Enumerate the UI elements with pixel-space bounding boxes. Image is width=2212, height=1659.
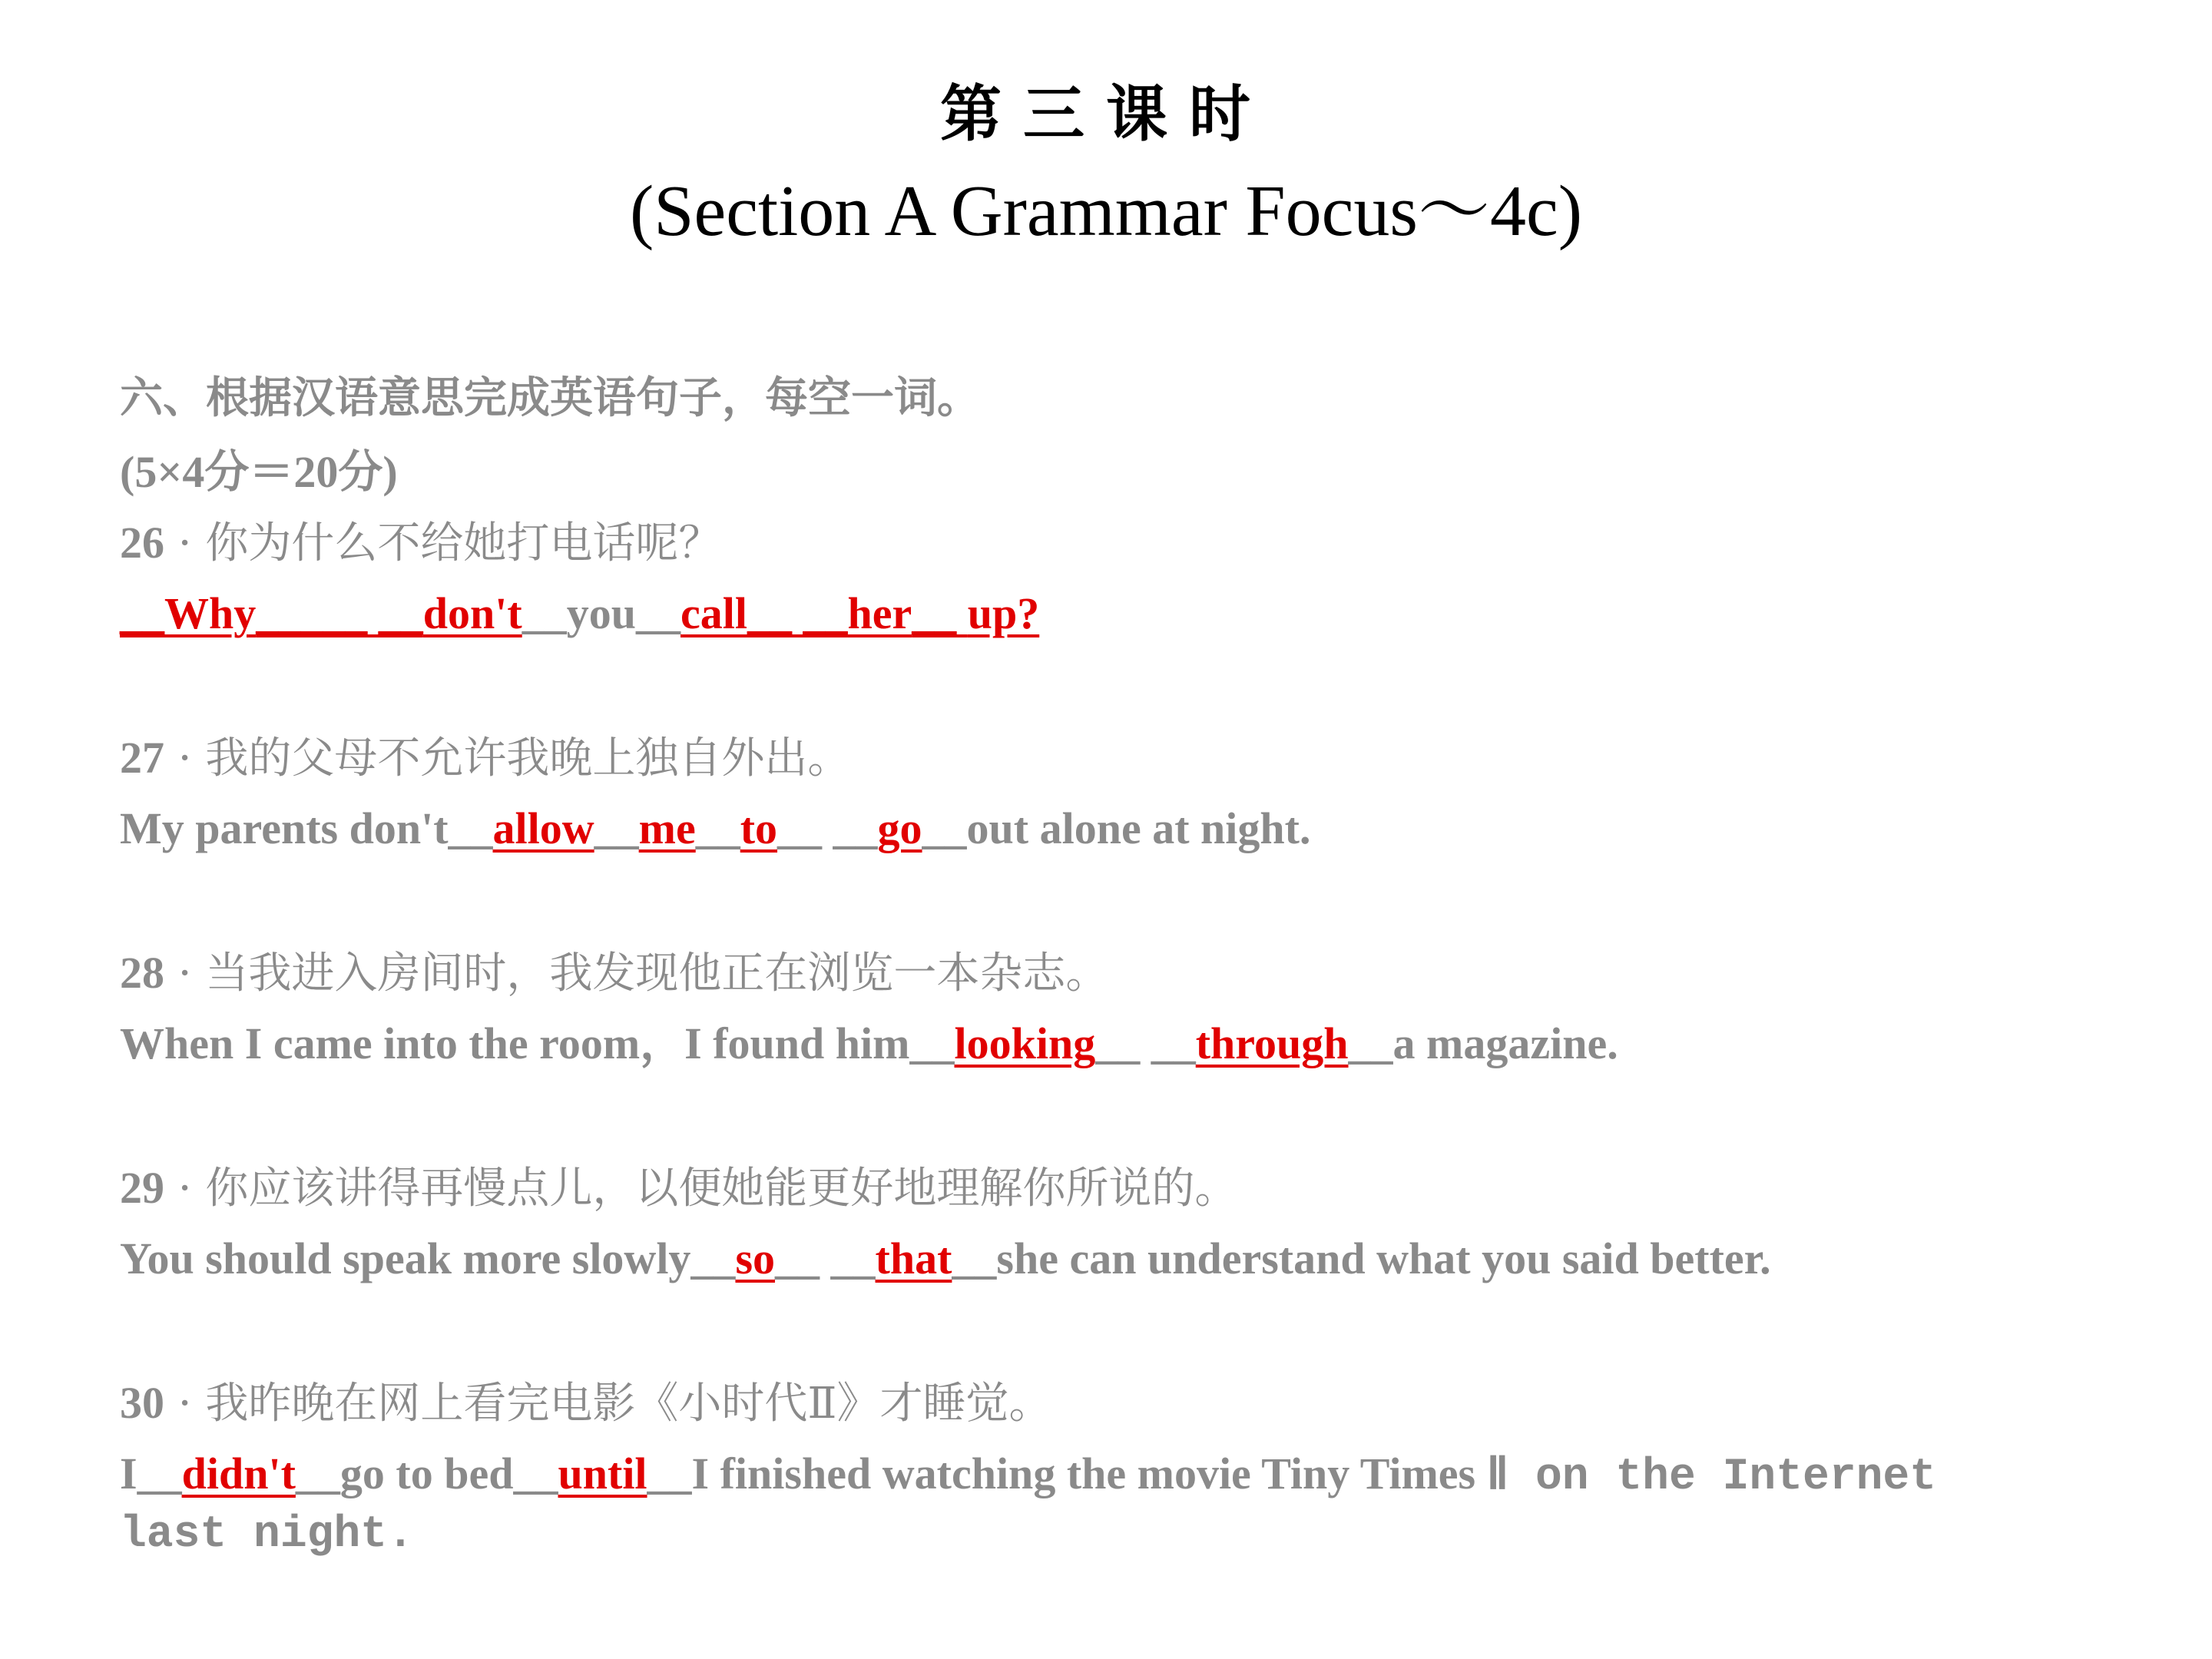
answer-word: didn't (181, 1449, 296, 1498)
score-note: (5×4分＝20分) (120, 447, 398, 497)
sentence-text-tail: Ⅱ on the Internet (1486, 1452, 1937, 1502)
question-26-prompt: 26 · 你为什么不给她打电话呢？ (120, 518, 722, 568)
question-27-prompt: 27 · 我的父母不允许我晚上独自外出。 (120, 733, 851, 783)
blank: __ (695, 803, 740, 853)
answer-word: me (638, 803, 696, 853)
chinese-sentence: 我的父母不允许我晚上独自外出。 (205, 733, 851, 783)
answer-word: to (740, 803, 778, 853)
question-number: 30 (120, 1378, 164, 1428)
question-number: 29 (120, 1163, 164, 1213)
sentence-text: __out alone at night. (922, 803, 1311, 853)
chinese-sentence: 你应该讲得再慢点儿，以便她能更好地理解你所说的。 (205, 1164, 1238, 1214)
question-29-answer (120, 1233, 1771, 1283)
answer-blank: __ __ (747, 588, 848, 638)
answer-word: up? (967, 588, 1040, 638)
question-28-prompt: 28 · 当我进入房间时，我发现他正在浏览一本杂志。 (120, 948, 1109, 998)
answer-word: don't (422, 588, 522, 638)
answer-word: Why (164, 588, 257, 638)
answer-word: through (1195, 1018, 1349, 1068)
answer-word: so (735, 1233, 776, 1283)
sentence-text: __I finished watching the movie Tiny Times (647, 1449, 1487, 1498)
answer-word: looking (954, 1018, 1096, 1068)
answer-blank: _____ __ (256, 588, 423, 638)
section-instruction: 六、根据汉语意思完成英语句子，每空一词。 (120, 373, 980, 423)
answer-word: until (558, 1449, 647, 1498)
question-26-answer (120, 588, 1040, 638)
lesson-title: 第三课时 (940, 78, 1272, 150)
question-number: 27 (120, 733, 164, 783)
question-30-answer (120, 1449, 1937, 1502)
answer-word: call (680, 588, 747, 638)
answer-blank: __ (120, 588, 164, 638)
answer-word: allow (492, 803, 594, 853)
sentence-text: __go to bed__ (295, 1449, 558, 1498)
question-29-prompt: 29 · 你应该讲得再慢点儿，以便她能更好地理解你所说的。 (120, 1163, 1238, 1214)
answer-word: her (847, 588, 912, 638)
question-30-answer-line2: last night. (120, 1510, 414, 1560)
answer-word: that (875, 1233, 952, 1283)
section-subtitle: (Section A Grammar Focus～4c) (629, 171, 1583, 251)
sentence-text: When I came into the room，I found him__ (120, 1018, 955, 1068)
blank: __ __ (777, 803, 878, 853)
sentence-text: I__ (120, 1449, 182, 1498)
chinese-sentence: 我昨晚在网上看完电影《小时代Ⅱ》才睡觉。 (205, 1379, 1052, 1429)
blank: __ __ (1095, 1018, 1196, 1068)
answer-word: go (877, 803, 922, 853)
sentence-text: __a magazine. (1348, 1018, 1618, 1068)
sentence-text: __she can understand what you said better. (952, 1233, 1771, 1283)
question-number: 26 (120, 518, 164, 568)
question-number: 28 (120, 948, 164, 998)
question-27-answer (120, 803, 1311, 853)
question-28-answer (120, 1018, 1618, 1068)
chinese-sentence: 你为什么不给她打电话呢？ (205, 518, 722, 568)
sentence-text: You should speak more slowly__ (120, 1233, 736, 1283)
question-30-prompt: 30 · 我昨晚在网上看完电影《小时代Ⅱ》才睡觉。 (120, 1378, 1052, 1429)
chinese-sentence: 当我进入房间时，我发现他正在浏览一本杂志。 (205, 949, 1109, 998)
sentence-text: __you__ (522, 588, 680, 638)
blank: __ __ (775, 1233, 876, 1283)
blank: __ (594, 803, 639, 853)
answer-blank: __ (912, 588, 968, 638)
sentence-text: My parents don't__ (120, 803, 493, 853)
